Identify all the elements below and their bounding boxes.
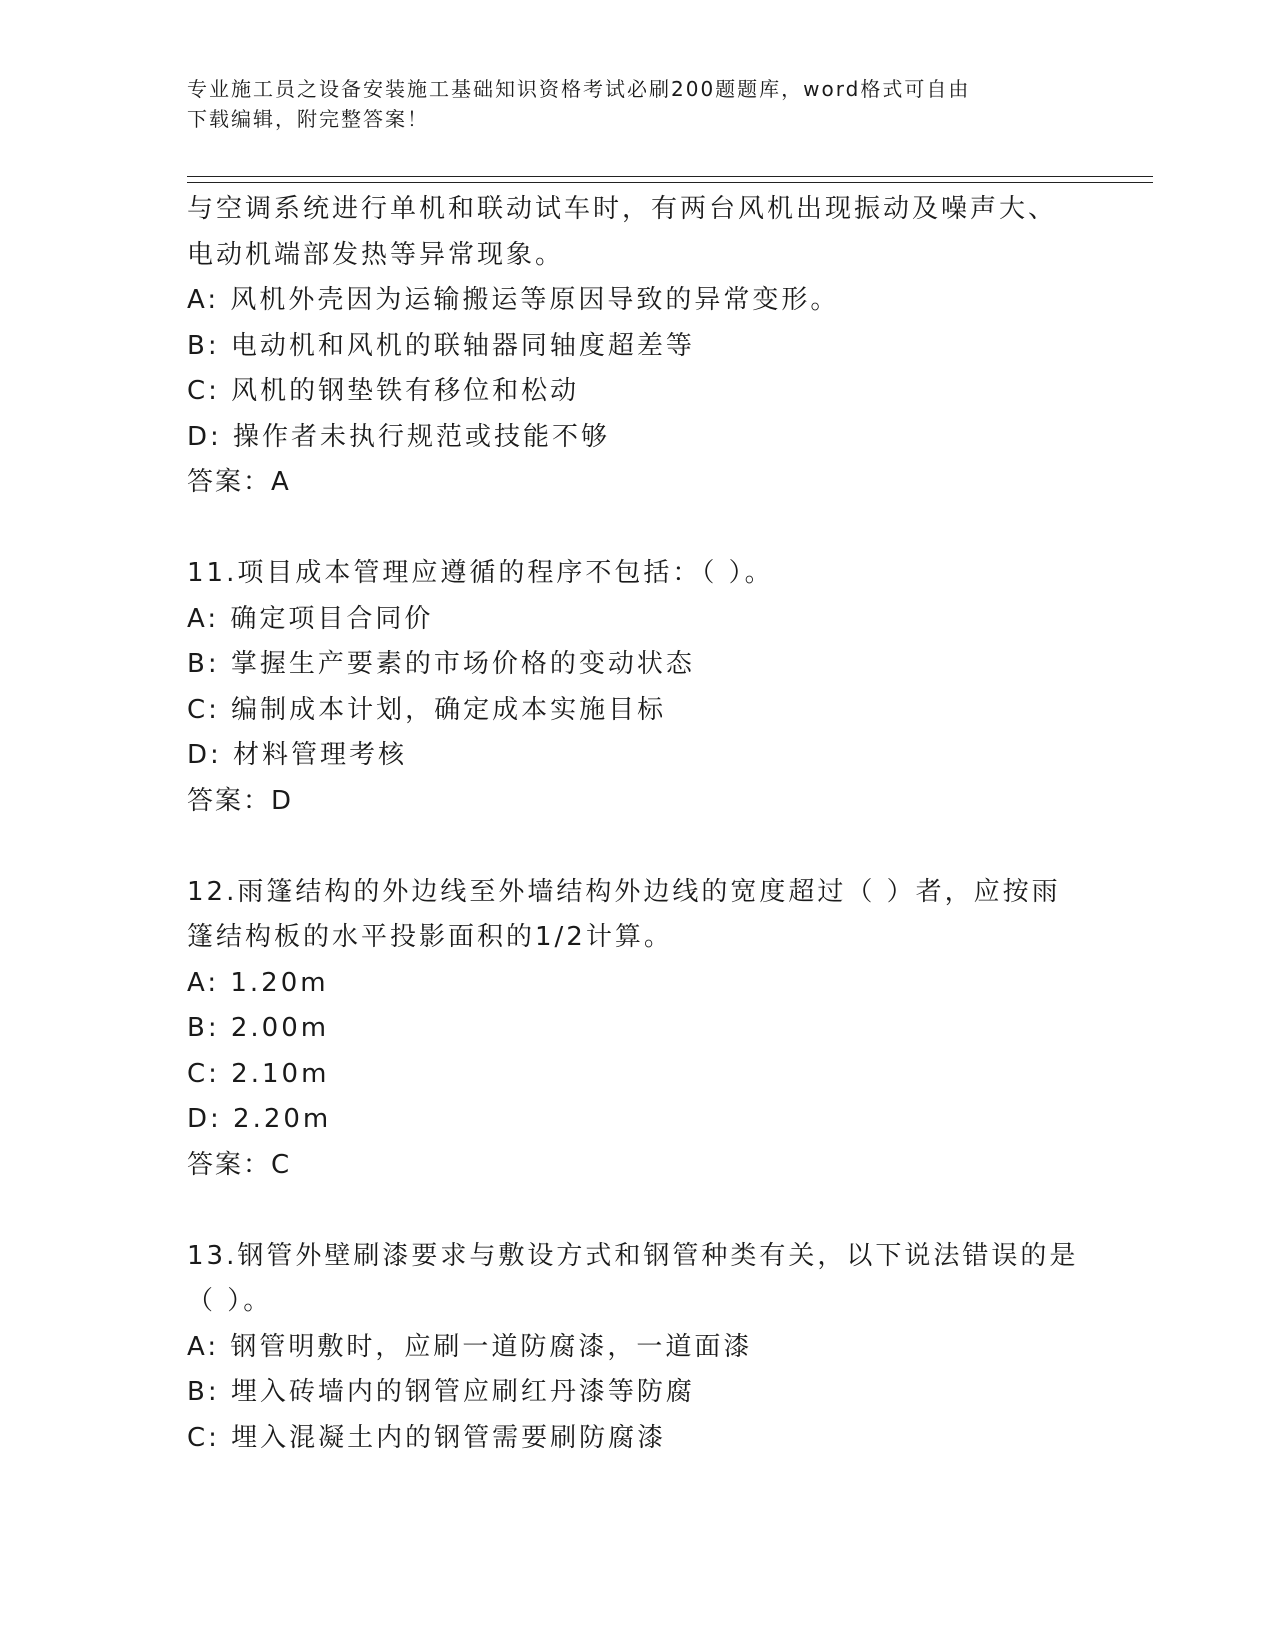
option-b: B: 埋入砖墙内的钢管应刷红丹漆等防腐 (187, 1377, 695, 1407)
answer-line: 答案：C (187, 1149, 292, 1180)
option-b: B: 电动机和风机的联轴器同轴度超差等 (187, 330, 695, 361)
answer-line: 答案：D (187, 785, 294, 816)
question-stem-line: 12.雨篷结构的外边线至外墙结构外边线的宽度超过（ ）者，应按雨 (187, 876, 1061, 907)
option-d: D: 材料管理考核 (187, 740, 408, 770)
spacer (187, 506, 1087, 552)
option-a: A: 1.20m (187, 967, 329, 998)
question-12 (187, 870, 1087, 1189)
option-b: B: 2.00m (187, 1013, 330, 1043)
option-d: D: 操作者未执行规范或技能不够 (187, 421, 611, 452)
document-header (187, 74, 1087, 134)
question-stem-line: 13.钢管外壁刷漆要求与敷设方式和钢管种类有关，以下说法错误的是 (187, 1240, 1079, 1271)
option-c: C: 2.10m (187, 1058, 330, 1089)
question-10-continued (187, 187, 1087, 506)
question-11 (187, 551, 1087, 824)
option-a: A: 风机外壳因为运输搬运等原因导致的异常变形。 (187, 285, 840, 315)
question-stem-line: 电动机端部发热等异常现象。 (187, 239, 565, 270)
option-c: C: 编制成本计划，确定成本实施目标 (187, 694, 667, 725)
question-stem-line: 篷结构板的水平投影面积的1/2计算。 (187, 922, 673, 952)
option-d: D: 2.20m (187, 1104, 332, 1134)
option-a: A: 确定项目合同价 (187, 603, 434, 634)
spacer (187, 824, 1087, 870)
header-title-line-2: 下载编辑，附完整答案！ (187, 107, 429, 131)
option-c: C: 风机的钢垫铁有移位和松动 (187, 376, 580, 406)
question-stem-line: 与空调系统进行单机和联动试车时，有两台风机出现振动及噪声大、 (187, 194, 1058, 224)
option-b: B: 掌握生产要素的市场价格的变动状态 (187, 649, 695, 679)
header-title-line-1: 专业施工员之设备安装施工基础知识资格考试必刷200题题库，word格式可自由 (187, 77, 971, 101)
question-stem-line: 11.项目成本管理应遵循的程序不包括：（ ）。 (187, 558, 774, 588)
spacer (187, 1188, 1087, 1234)
question-stem-line: （ ）。 (187, 1286, 273, 1316)
option-c: C: 埋入混凝土内的钢管需要刷防腐漆 (187, 1422, 667, 1453)
question-13 (187, 1234, 1087, 1462)
header-divider-top (187, 176, 1153, 177)
header-divider-bottom (187, 182, 1153, 183)
answer-line: 答案：A (187, 467, 291, 497)
option-a: A: 钢管明敷时，应刷一道防腐漆，一道面漆 (187, 1331, 753, 1362)
question-list (187, 187, 1087, 1461)
